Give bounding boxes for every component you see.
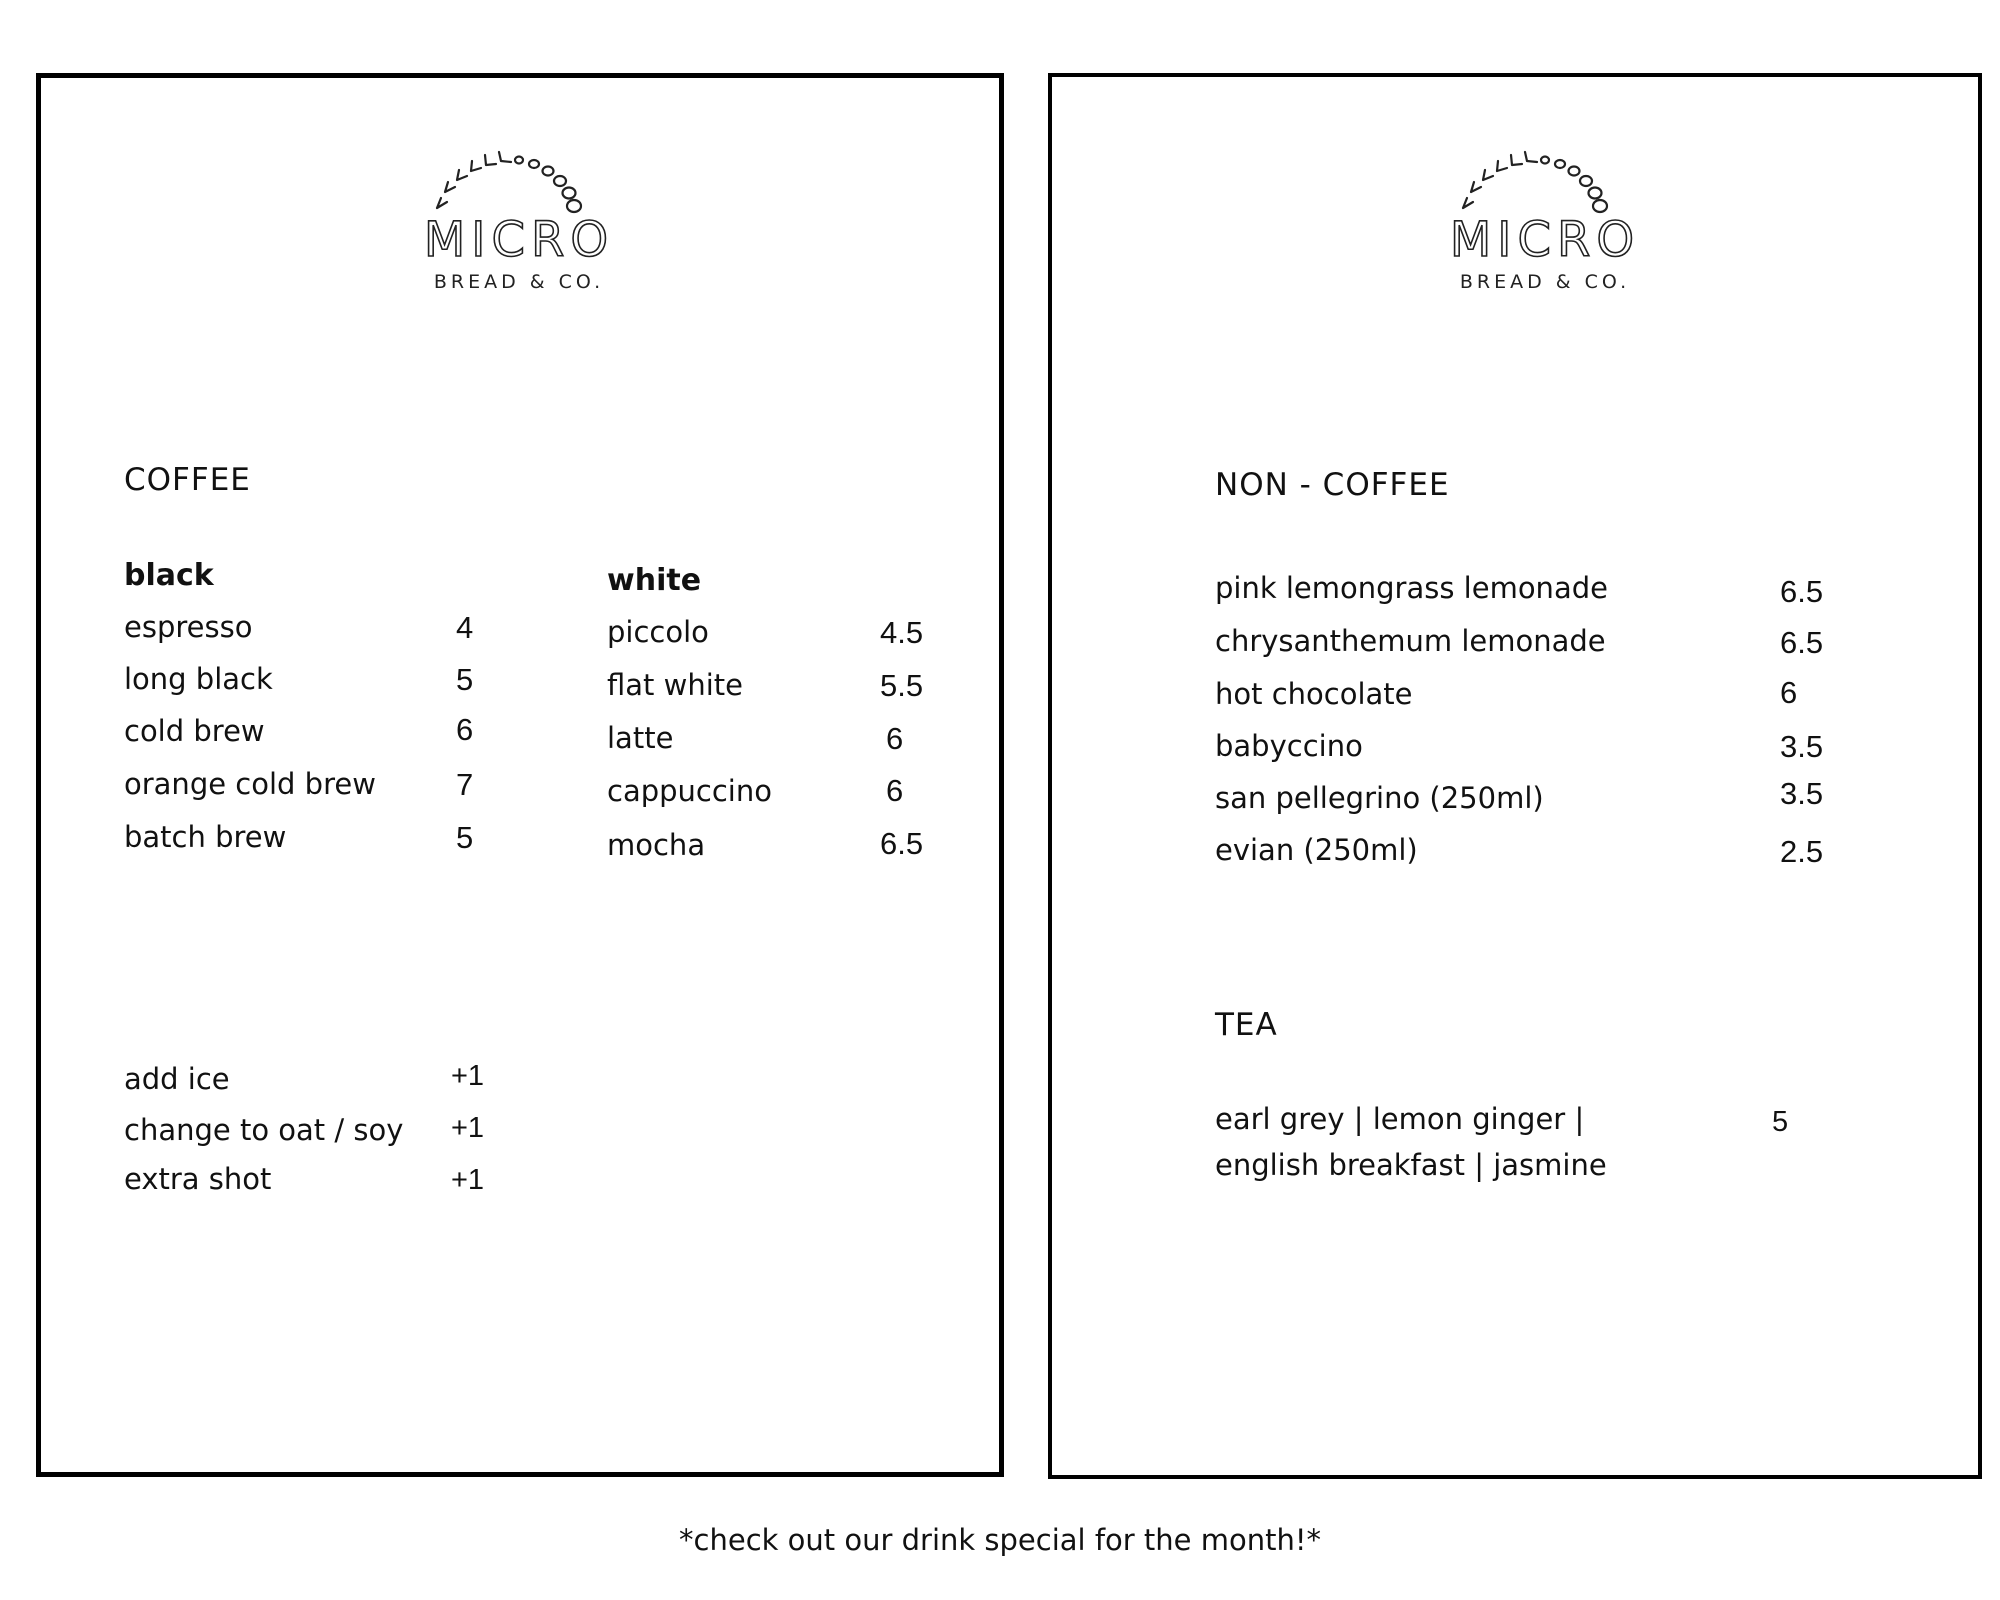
menu-item-name: pink lemongrass lemonade (1215, 571, 1608, 605)
logo-tagline-text: BREAD & CO. (433, 271, 605, 293)
menu-item-name: san pellegrino (250ml) (1215, 781, 1544, 815)
drink-special-note: *check out our drink special for the month!* (679, 1523, 1321, 1557)
micro-bread-logo (1435, 138, 1655, 298)
menu-item-price: 6 (886, 721, 904, 756)
menu-item-price: 7 (456, 767, 474, 802)
menu-item-name: espresso (124, 610, 253, 644)
menu-item-price: 2.5 (1780, 834, 1824, 869)
menu-item-name: orange cold brew (124, 767, 376, 801)
menu-item-name: long black (124, 662, 273, 696)
menu-item-price: 6.5 (880, 826, 924, 861)
menu-item-name: latte (607, 721, 674, 755)
non-coffee-title: NON - COFFEE (1215, 467, 1450, 503)
white-heading: white (607, 563, 702, 598)
extra-item-name: extra shot (124, 1162, 272, 1196)
menu-item-price: 3.5 (1780, 729, 1824, 764)
menu-item-name: mocha (607, 828, 706, 862)
menu-item-name: flat white (607, 668, 743, 702)
extra-item-price: +1 (451, 1112, 485, 1144)
micro-bread-logo (409, 138, 629, 298)
extra-item-price: +1 (451, 1164, 485, 1196)
menu-item-name: hot chocolate (1215, 677, 1413, 711)
tea-varieties-line-2: english breakfast | jasmine (1215, 1148, 1607, 1182)
logo-brand-text: MICRO (423, 212, 615, 268)
menu-item-name: batch brew (124, 820, 287, 854)
menu-item-price: 5 (456, 820, 474, 855)
menu-item-price: 4.5 (880, 615, 924, 650)
tea-title: TEA (1215, 1007, 1278, 1043)
tea-varieties-line-1: earl grey | lemon ginger | (1215, 1102, 1585, 1136)
menu-item-name: cappuccino (607, 774, 772, 808)
tea-price: 5 (1772, 1106, 1789, 1138)
menu-item-price: 6 (886, 773, 904, 808)
menu-item-name: piccolo (607, 615, 709, 649)
menu-item-name: evian (250ml) (1215, 833, 1418, 867)
black-heading: black (124, 558, 214, 593)
menu-item-price: 5 (456, 662, 474, 697)
extra-item-name: change to oat / soy (124, 1113, 404, 1147)
logo-tagline-text: BREAD & CO. (1459, 271, 1631, 293)
extra-item-price: +1 (451, 1060, 485, 1092)
menu-item-price: 6 (1780, 675, 1798, 710)
logo-brand-text: MICRO (1449, 212, 1641, 268)
menu-item-name: chrysanthemum lemonade (1215, 624, 1606, 658)
menu-item-name: babyccino (1215, 729, 1363, 763)
menu-item-price: 5.5 (880, 668, 924, 703)
coffee-title: COFFEE (124, 462, 251, 498)
menu-item-price: 6 (456, 712, 474, 747)
menu-item-price: 6.5 (1780, 574, 1824, 609)
menu-item-price: 4 (456, 610, 474, 645)
menu-item-price: 6.5 (1780, 625, 1824, 660)
extra-item-name: add ice (124, 1062, 230, 1096)
menu-item-price: 3.5 (1780, 776, 1824, 811)
menu-item-name: cold brew (124, 714, 265, 748)
